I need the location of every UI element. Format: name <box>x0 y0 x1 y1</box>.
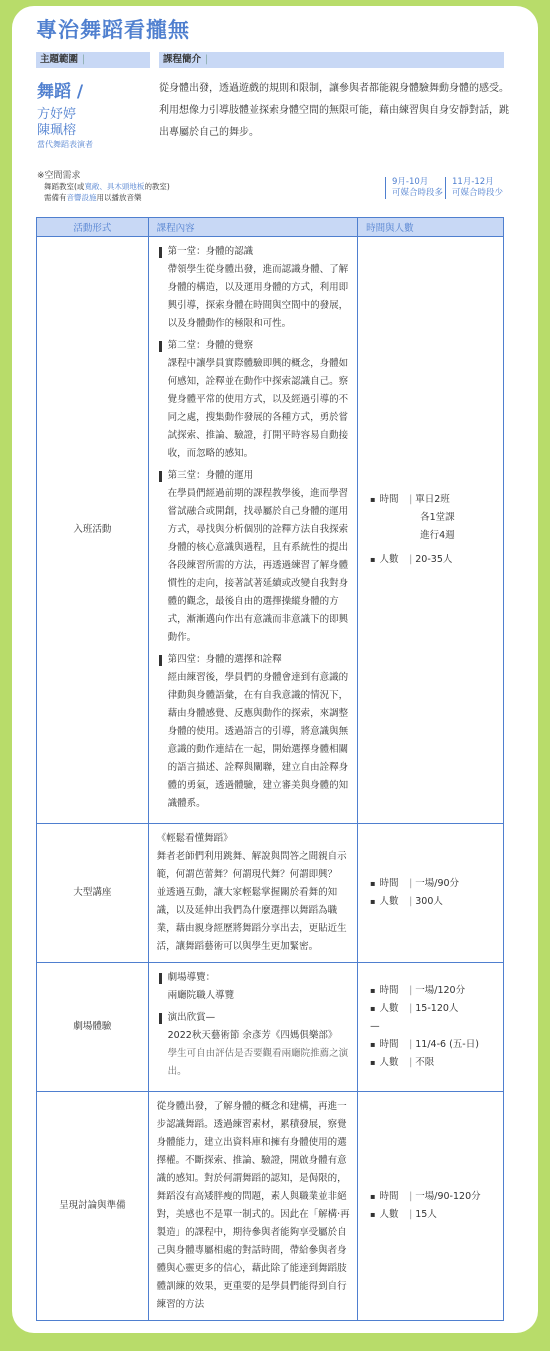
lesson-body: 經由練習後，學員們的身體會達到有意識的律動與身體語彙，在有自我意識的情況下，藉由身體感覺、反應與動作的探索，來調整身體的使用。透過語言的引導，將意識與無意識的動作連結在一起，開始選擇身體相關的語言描述、詮釋與闡聯，建立自由詮釋身體的勇氣，透過體驗，建立審美與身體的知識體系。 <box>167 672 349 809</box>
column-header: 時間與人數 <box>358 218 504 237</box>
activity-cell: 大型講座 <box>37 824 149 963</box>
time-cell <box>358 963 504 1092</box>
time-line: ▪ 人數 | 15人 <box>370 1206 503 1224</box>
page-title: 專治舞蹈看攏無 <box>36 18 190 42</box>
period-note: 可媒合時段少 <box>452 188 504 198</box>
time-value: 一場/90分 <box>415 878 460 889</box>
intro-text: 從身體出發，透過遊戲的規則和限制，讓參與者都能親身體驗舞動身體的感受。利用想像力引導肢體並探索身體空間的無限可能，藉由練習與自身安靜對話，跳出專屬於自己的舞步。 <box>159 83 509 138</box>
time-value: 15人 <box>415 1209 437 1220</box>
time-key: ▪ 人數 <box>370 893 406 911</box>
time-cell <box>358 824 504 963</box>
lesson-note: 學生可自由評估是否要觀看兩廳院推薦之演出。 <box>167 1048 349 1077</box>
intro-header: 課程簡介 | <box>159 52 504 68</box>
lesson-body: 課程中讓學員實際體驗即興的概念，身體如何感知，詮釋並在動作中探索認識自己。察覺身體平常的使用方式，以及經過引導的不同之處，搜集動作發展的各種方式，勇於嘗試探索、推論、驗證，打開平時容易自動接收，而忽略的感知。 <box>167 358 349 459</box>
time-cell <box>358 237 504 824</box>
topic-category: 舞蹈 / <box>37 82 84 102</box>
lesson-title: 劇場導覽： <box>167 972 216 983</box>
bullet-bar <box>159 655 162 666</box>
time-value: 300人 <box>415 896 443 907</box>
instructor-name: 陳珮榕 <box>37 123 77 138</box>
time-value: 單日2班 <box>415 494 450 505</box>
lesson-body: 帶領學生從身體出發，進而認識身體、了解身體的構造，以及運用身體的方式，利用即興引導，探索身體在時間與空間中的發展，以及身體動作的極限和可性。 <box>167 264 349 329</box>
time-line: ▪ 時間 | 11/4-6 (五-日) <box>370 1036 503 1054</box>
scope-header: 主題範圍 | <box>36 52 150 68</box>
lesson-section <box>157 243 353 333</box>
time-value: 15-120人 <box>415 1003 459 1014</box>
table-header-row <box>37 218 504 237</box>
time-key: ▪ 時間 <box>370 1036 406 1054</box>
column-header: 活動形式 <box>37 218 149 237</box>
content-cell: 從身體出發，了解身體的概念和建構，再進一步認識舞蹈。透過練習素材，累積發展，察覺身體能力，建立出資料庫和擁有身體使用的選擇權。不斷探索、推論、驗證，開啟身體有意識的感知。對於何謂舞蹈的認知，是侷限的，舞蹈沒有高矮胖瘦的問題，素人與職業並非絕對，美感也不是單一制式的。因此在「解構‧再製造」的課程中，期待參與者能夠享受屬於自己與身體專屬相處的對話時間，帶給參與者身體與心靈更多的信心，藉此除了能達到舞蹈肢體訓練的效果，更重要的是學員們能得到自行練習的方法 <box>148 1092 357 1321</box>
activity-cell: 呈現討論與準備 <box>37 1092 149 1321</box>
time-line: ▪ 時間 | 單日2班 <box>370 491 503 509</box>
lesson-section <box>157 337 353 463</box>
lesson-body: 2022秋天藝術節 余彥芳《四媽俱樂部》 <box>167 1030 338 1041</box>
lesson-title: 第三堂：身體的運用 <box>167 470 254 481</box>
schedule-table <box>36 217 504 1321</box>
time-line: ▪ 時間 | 一場/120分 <box>370 982 503 1000</box>
time-value: 進行4週 <box>420 530 455 541</box>
time-key: ▪ 時間 <box>370 982 406 1000</box>
time-key: ▪ 時間 <box>370 491 406 509</box>
time-line: ▪ 時間 | 一場/90-120分 <box>370 1188 503 1206</box>
time-cell <box>358 1092 504 1321</box>
time-value: 不限 <box>415 1057 435 1068</box>
time-key: ▪ 人數 <box>370 1206 406 1224</box>
time-line <box>370 509 503 527</box>
time-line: ▪ 人數 | 20-35人 <box>370 551 503 569</box>
table-row <box>37 237 504 824</box>
lesson-section <box>157 1009 353 1081</box>
lesson-title: 第二堂：身體的覺察 <box>167 340 254 351</box>
time-key: ▪ 人數 <box>370 551 406 569</box>
time-line: ▪ 人數 | 不限 <box>370 1054 503 1072</box>
lesson-section <box>157 651 353 813</box>
instructor-name: 方妤婷 <box>37 107 77 122</box>
bullet-bar <box>159 341 162 352</box>
space-requirement: 需備有音響設施用以播放音樂 <box>44 193 142 202</box>
space-requirement: 舞蹈教室(或寬敞、具木頭地板的教室) <box>44 182 170 191</box>
time-value: 各1堂課 <box>420 512 455 523</box>
lesson-body: 在學員們經過前期的課程教學後，進而學習嘗試融合或開創，找尋屬於自己身體的運用方式，尋找與分析個別的詮釋方法自我探索身體的核心意識與過程，且有系統性的提出各段練習所需的方法，再透過練習了解身體慣性的走向，接著試著延續或改變自我對身體的觀念，最後自由的選擇操縱身體的方式，漸漸邁向作出有意識而非意識下的即興動作。 <box>167 488 349 643</box>
time-value: 一場/90-120分 <box>415 1191 481 1202</box>
time-line <box>370 527 503 545</box>
content-cell <box>148 237 357 824</box>
period-range: 11月-12月 <box>452 177 494 187</box>
content-cell <box>148 963 357 1092</box>
instructor-role: 當代舞蹈表演者 <box>37 140 93 149</box>
period-note: 可媒合時段多 <box>392 188 444 198</box>
activity-cell: 劇場體驗 <box>37 963 149 1092</box>
time-line: ▪ 時間 | 一場/90分 <box>370 875 503 893</box>
time-key: ▪ 時間 <box>370 1188 406 1206</box>
lesson-section <box>157 467 353 647</box>
bullet-bar <box>159 973 162 984</box>
table-row <box>37 963 504 1092</box>
bullet-bar <box>159 1013 162 1024</box>
divider-dash: — <box>370 1021 380 1032</box>
lesson-title: 第一堂：身體的認識 <box>167 246 254 257</box>
activity-cell: 入班活動 <box>37 237 149 824</box>
period-block <box>385 177 445 199</box>
time-line: ▪ 人數 | 15-120人 <box>370 1000 503 1018</box>
time-key: ▪ 人數 <box>370 1054 406 1072</box>
table-row <box>37 1092 504 1321</box>
lesson-title: 演出欣賞— <box>167 1012 216 1023</box>
time-key: ▪ 人數 <box>370 1000 406 1018</box>
lesson-section <box>157 969 353 1005</box>
bullet-bar <box>159 247 162 258</box>
content-cell: 《輕鬆看懂舞蹈》 舞者老師們利用跳舞、解說與問答之間親自示範，何謂芭蕾舞？何謂現代舞？何謂即興？ 並透過互動，讓大家輕鬆掌握關於看舞的知識，以及延伸出我們為什麼選擇以舞蹈為職業，藉由親身經歷將舞蹈分享出去，更貼近生活，讓舞蹈藝術可以與學生更加緊密。 <box>148 824 357 963</box>
lesson-body: 兩廳院職人導覽 <box>167 990 235 1001</box>
bullet-bar <box>159 471 162 482</box>
column-header: 課程內容 <box>148 218 357 237</box>
period-block <box>445 177 505 199</box>
time-value: 11/4-6 (五-日) <box>415 1039 479 1050</box>
time-value: 20-35人 <box>415 554 453 565</box>
time-line: ▪ 人數 | 300人 <box>370 893 503 911</box>
lesson-title: 第四堂：身體的選擇和詮釋 <box>167 654 282 665</box>
time-key: ▪ 時間 <box>370 875 406 893</box>
time-value: 一場/120分 <box>415 985 466 996</box>
table-row <box>37 824 504 963</box>
period-range: 9月-10月 <box>392 177 429 187</box>
space-label: ※空間需求 <box>37 171 81 181</box>
